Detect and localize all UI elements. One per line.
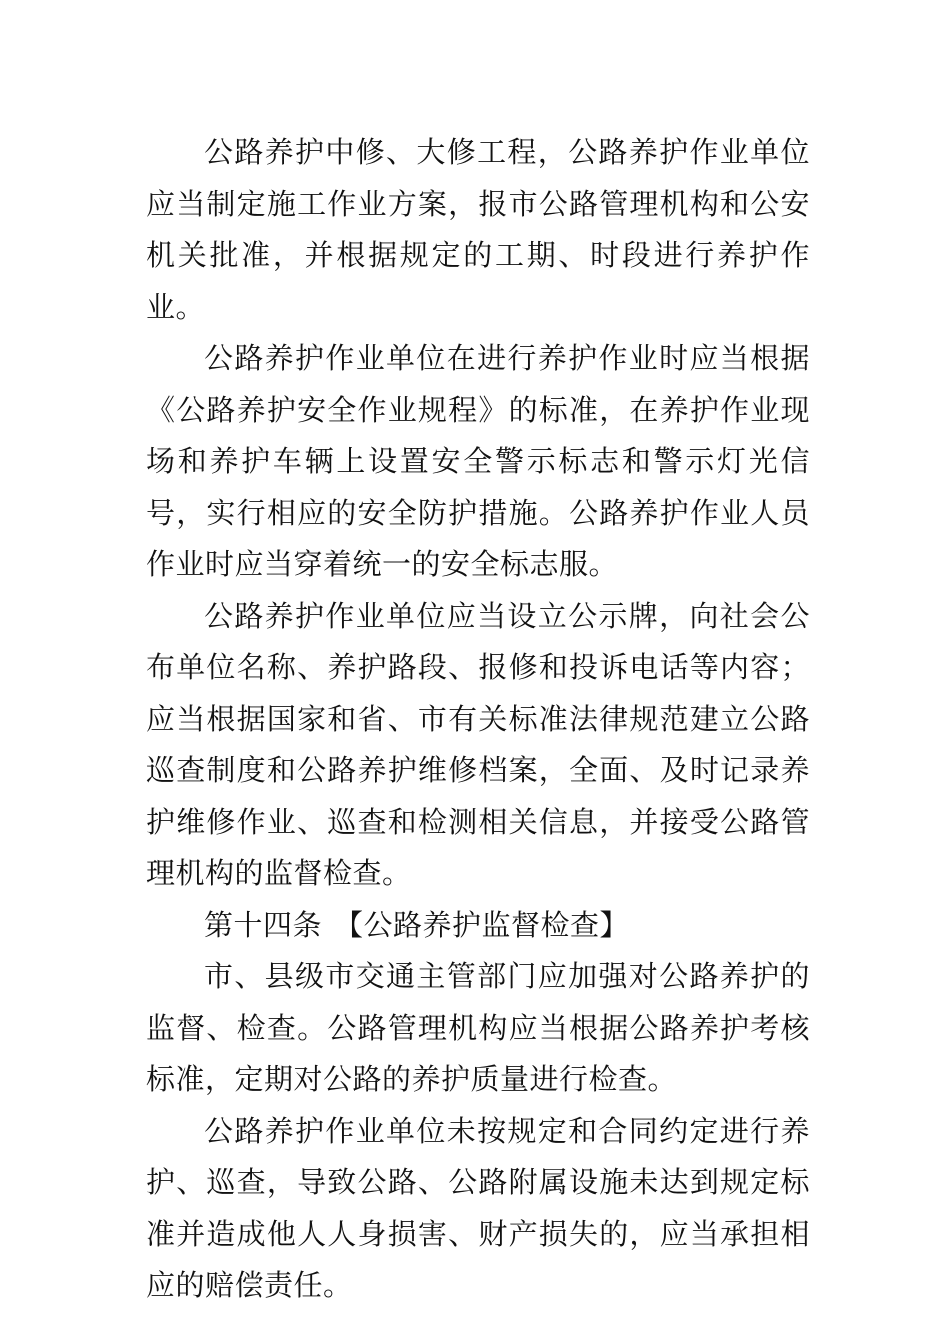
article-title: 【公路养护监督检查】 [334,907,630,942]
article-heading [146,900,810,952]
paragraph: 公路养护中修、大修工程，公路养护作业单位应当制定施工作业方案，报市公路管理机构和公安机关批准，并根据规定的工期、时段进行养护作业。 [146,135,810,324]
document-page [146,127,810,1312]
paragraph: 公路养护作业单位应当设立公示牌，向社会公布单位名称、养护路段、报修和投诉电话等内容；应当根据国家和省、市有关标准法律规范建立公路巡查制度和公路养护维修档案，全面、及时记录养护维修作业、巡查和检测相关信息，并接受公路管理机构的监督检查。 [146,598,810,890]
paragraph: 公路养护作业单位未按规定和合同约定进行养护、巡查，导致公路、公路附属设施未达到规定标准并造成他人人身损害、财产损失的，应当承担相应的赔偿责任。 [146,1113,810,1302]
paragraph: 公路养护作业单位在进行养护作业时应当根据《公路养护安全作业规程》的标准，在养护作业现场和养护车辆上设置安全警示标志和警示灯光信号，实行相应的安全防护措施。公路养护作业人员作业时应当穿着统一的安全标志服。 [146,341,810,581]
article-number: 第十四条 [204,907,323,942]
paragraph: 市、县级市交通主管部门应加强对公路养护的监督、检查。公路管理机构应当根据公路养护考核标准，定期对公路的养护质量进行检查。 [146,959,810,1096]
